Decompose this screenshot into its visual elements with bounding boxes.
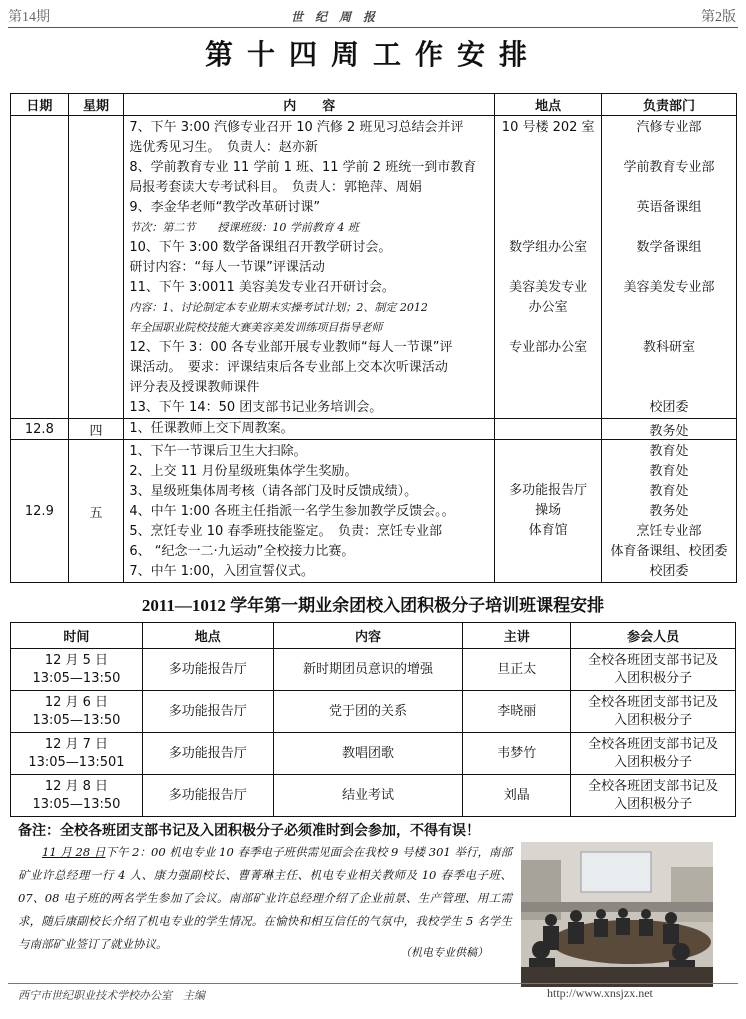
content-cell: 结业考试: [273, 775, 463, 817]
session-date: 12 月 8 日: [44, 778, 109, 794]
news-source: （机电专业供稿）: [400, 946, 488, 959]
news-article: [18, 841, 512, 956]
department-line: 校团委: [649, 400, 689, 415]
content-cell: 教唱团歌: [273, 733, 463, 775]
content-line: 8、学前教育专业 11 学前 1 班、11 学前 2 班统一到市教育: [129, 160, 477, 175]
table-row: [11, 649, 736, 691]
header-speaker: 主讲: [463, 623, 571, 649]
department-cell: [602, 440, 737, 583]
attendees-cell: [571, 733, 736, 775]
content-cell: 新时期团员意识的增强: [273, 649, 463, 691]
speaker-cell: 李晓丽: [463, 691, 571, 733]
content-line: 4、中午 1:00 各班主任指派一名学生参加教学反馈会。。: [129, 504, 455, 519]
location-line: 体育馆: [528, 523, 568, 538]
meeting-photo-image: [521, 842, 713, 987]
time-cell: [11, 775, 143, 817]
content-line: 局报考套读大专考试科目。 负责人：郭艳萍、周娟: [129, 180, 422, 195]
date-cell: 12.8: [11, 419, 69, 440]
weekly-schedule-table: [10, 93, 737, 583]
schedule-row: [11, 419, 737, 440]
department-line: 数学备课组: [636, 240, 702, 255]
department-line: 教育处: [649, 464, 689, 479]
content-cell: [124, 419, 495, 440]
attendees-line: 入团积极分子: [614, 670, 693, 686]
schedule-header-row: [11, 94, 737, 116]
content-cell: [124, 116, 495, 419]
content-line: 6、 “纪念一二·九运动”全校接力比赛。: [129, 544, 355, 559]
content-line: 年全国职业院校技能大赛美容美发训练项目指导老师: [129, 321, 383, 334]
footer-url: http://www.xnsjzx.net: [547, 986, 653, 1000]
location-line: 办公室: [528, 300, 568, 315]
header-time: 时间: [11, 623, 143, 649]
session-time: 13:05—13:50: [32, 712, 121, 728]
header-weekday: 星期: [68, 94, 124, 116]
place-cell: 多功能报告厅: [142, 691, 273, 733]
page-title: 第十四周工作安排: [204, 38, 541, 71]
training-header-row: [11, 623, 736, 649]
attendance-note: 备注：全校各班团支部书记及入团积极分子必须准时到会参加，不得有误！: [18, 823, 480, 839]
department-line: 教务处: [649, 504, 689, 519]
header-place: 地点: [142, 623, 273, 649]
schedule-row: [11, 116, 737, 419]
header-content: 内容: [273, 623, 463, 649]
content-line: 1、任课教师上交下周教案。: [129, 421, 294, 436]
place-cell: 多功能报告厅: [142, 649, 273, 691]
attendees-line: 入团积极分子: [614, 796, 693, 812]
header-content: 内 容: [124, 94, 495, 116]
department-cell: [602, 116, 737, 419]
attendees-line: 全校各班团支部书记及: [588, 778, 719, 794]
department-line: 汽修专业部: [636, 120, 702, 135]
attendees-line: 全校各班团支部书记及: [588, 652, 719, 668]
speaker-cell: 旦正太: [463, 649, 571, 691]
weekday-cell: 四: [68, 419, 124, 440]
location-cell: [495, 116, 602, 419]
content-line: 10、下午 3:00 数学备课组召开教学研讨会。: [129, 240, 392, 255]
location-line: 操场: [535, 503, 562, 518]
issue-number: 第14期: [8, 10, 50, 25]
time-cell: [11, 733, 143, 775]
attendees-line: 入团积极分子: [614, 754, 693, 770]
location-cell: [495, 419, 602, 440]
weekday-cell: [68, 116, 124, 419]
attendees-cell: [571, 775, 736, 817]
meeting-photo: [521, 842, 713, 987]
content-line: 3、星级班集体周考核（请各部门及时反馈成绩）。: [129, 484, 418, 499]
department-line: 烹饪专业部: [636, 524, 702, 539]
weekday-cell: 五: [68, 440, 124, 583]
page-number: 第2版: [701, 10, 736, 25]
department-line: 教育处: [649, 444, 689, 459]
department-line: 校团委: [649, 564, 689, 579]
footer-divider: [8, 983, 738, 984]
content-line: 研讨内容：“每人一节课”评课活动: [129, 260, 325, 275]
session-date: 12 月 7 日: [44, 736, 109, 752]
time-cell: [11, 649, 143, 691]
newspaper-name: 世纪周报: [291, 10, 388, 24]
training-schedule-table: [10, 622, 736, 817]
table-row: [11, 691, 736, 733]
content-line: 13、下午 14：50 团支部书记业务培训会。: [129, 400, 383, 415]
content-line: 节次：第二节 授课班级：10 学前教育 4 班: [129, 221, 359, 234]
session-time: 13:05—13:50: [32, 670, 121, 686]
header-location: 地点: [495, 94, 602, 116]
header-department: 负责部门: [602, 94, 737, 116]
content-line: 选优秀见习生。 负责人：赵亦新: [129, 140, 318, 155]
content-cell: [124, 440, 495, 583]
content-line: 内容：1、讨论制定本专业期末实操考试计划；2、制定 2012: [129, 301, 428, 314]
content-line: 12、下午 3：00 各专业部开展专业教师“每人一节课”评: [129, 340, 453, 355]
table-row: [11, 733, 736, 775]
news-body: 下午 2：00 机电专业 10 春季电子班供需见面会在我校 9 号楼 301 举行，南部矿业许总经理一行 4 人、康力强副校长、曹菁琳主任、机电专业相关教师及 10 春季电子班、07、08 电子班的两名学生参加了会议。南部矿业许总经理介绍了企业前景、生产管理、用工需求，随后康副校长介绍了机电专业的学生情况。在愉快和相互信任的气氛中，我校学生 5 名学生与南部矿业签订了就业协议。: [18, 845, 513, 951]
department-line: 美容美发专业部: [623, 280, 715, 295]
attendees-line: 全校各班团支部书记及: [588, 736, 719, 752]
department-cell: 教务处: [602, 419, 737, 440]
department-line: 体育备课组、校团委: [610, 544, 728, 559]
header-attendees: 参会人员: [571, 623, 736, 649]
speaker-cell: 刘晶: [463, 775, 571, 817]
department-line: 教育处: [649, 484, 689, 499]
content-line: 评分表及授课教师课件: [129, 380, 260, 395]
content-line: 9、李金华老师“教学改革研讨课”: [129, 200, 321, 215]
content-line: 5、烹饪专业 10 春季班技能鉴定。 负责：烹饪专业部: [129, 524, 442, 539]
news-date: 11 月 28 日: [42, 845, 106, 859]
session-time: 13:05—13:50: [32, 796, 121, 812]
schedule-row: [11, 440, 737, 583]
place-cell: 多功能报告厅: [142, 733, 273, 775]
footer-editor: 西宁市世纪职业技术学校办公室 主编: [18, 989, 205, 1002]
header-date: 日期: [11, 94, 69, 116]
session-date: 12 月 6 日: [44, 694, 109, 710]
session-date: 12 月 5 日: [44, 652, 109, 668]
time-cell: [11, 691, 143, 733]
location-line: 多功能报告厅: [509, 483, 588, 498]
location-cell: [495, 440, 602, 583]
content-line: 1、下午一节课后卫生大扫除。: [129, 444, 307, 459]
content-line: 11、下午 3:0011 美容美发专业召开研讨会。: [129, 280, 395, 295]
location-line: 数学组办公室: [509, 240, 588, 255]
date-cell: 12.9: [11, 440, 69, 583]
content-line: 7、中午 1:00，入团宣誓仪式。: [129, 564, 314, 579]
speaker-cell: 韦梦竹: [463, 733, 571, 775]
attendees-line: 入团积极分子: [614, 712, 693, 728]
content-cell: 党于团的关系: [273, 691, 463, 733]
location-line: 专业部办公室: [509, 340, 588, 355]
department-line: 教科研室: [643, 340, 696, 355]
content-line: 课活动。 要求：评课结束后各专业部上交本次听课活动: [129, 360, 448, 375]
training-title: 2011—1012 学年第一期业余团校入团积极分子培训班课程安排: [141, 596, 605, 615]
table-row: [11, 775, 736, 817]
page-header: [8, 4, 738, 28]
location-line: 10 号楼 202 室: [501, 120, 595, 135]
content-line: 2、上交 11 月份星级班集体学生奖励。: [129, 464, 358, 479]
place-cell: 多功能报告厅: [142, 775, 273, 817]
attendees-line: 全校各班团支部书记及: [588, 694, 719, 710]
department-line: 英语备课组: [636, 200, 702, 215]
department-line: 学前教育专业部: [623, 160, 715, 175]
attendees-cell: [571, 649, 736, 691]
content-line: 7、下午 3:00 汽修专业召开 10 汽修 2 班见习总结会并评: [129, 120, 464, 135]
location-line: 美容美发专业: [509, 280, 588, 295]
session-time: 13:05—13:501: [28, 754, 125, 770]
date-cell: [11, 116, 69, 419]
attendees-cell: [571, 691, 736, 733]
